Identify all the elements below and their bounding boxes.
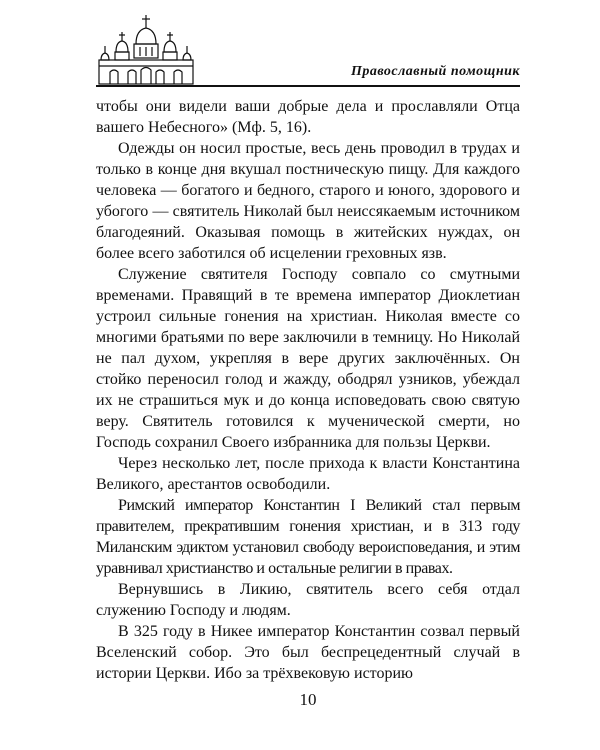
paragraph: Служение святителя Господу совпало со смутными временами. Правящий в те времена император Диоклетиан устроил сильные гонения на христиан. Николая вместе со многими братьями по вере заключили в темницу. Но Николай не пал духом, укрепляя в вере других заключённых. Он стойко переносил голод и жажду, ободрял узников, убеждал их не страшиться мук и до конца исповедовать свою святую веру. Святитель готовился к мученической смерти, но Господь сохранил Своего избранника для пользы Церкви. bbox=[96, 266, 520, 451]
paragraph: Вернувшись в Ликию, святитель всего себя отдал служению Господу и людям. bbox=[96, 581, 520, 619]
book-title: Православный помощник bbox=[350, 64, 520, 79]
paragraph: В 325 году в Никее император Константин созвал первый Вселенский собор. Это был беспрецедентный случай в истории Церкви. Ибо за трёхвековую историю bbox=[96, 623, 520, 682]
body-text bbox=[96, 96, 520, 684]
paragraph: чтобы они видели ваши добрые дела и прославляли Отца вашего Небесного» (Мф. 5, 16). bbox=[96, 98, 520, 136]
cathedral-icon bbox=[96, 14, 196, 88]
header-rule bbox=[96, 85, 520, 87]
paragraph: Одежды он носил простые, весь день проводил в трудах и только в конце дня вкушал постническую пищу. Для каждого человека — богатого и бедного, старого и юного, здорового и убогого — святитель Николай был неиссякаемым источником благодеяний. Оказывая помощь в житейских нуждах, он более всего заботился об исцелении греховных язв. bbox=[96, 140, 520, 262]
paragraph: Через несколько лет, после прихода к власти Константина Великого, арестантов освободили. bbox=[96, 455, 520, 493]
page-number: 10 bbox=[299, 690, 317, 709]
page-header bbox=[96, 14, 520, 88]
paragraph: Римский император Константин I Великий стал первым правителем, прекратившим гонения христиан, и в 313 году Миланским эдиктом установил свободу вероисповедания, и этим уравнивал христианство и остальные религии в правах. bbox=[96, 497, 520, 577]
